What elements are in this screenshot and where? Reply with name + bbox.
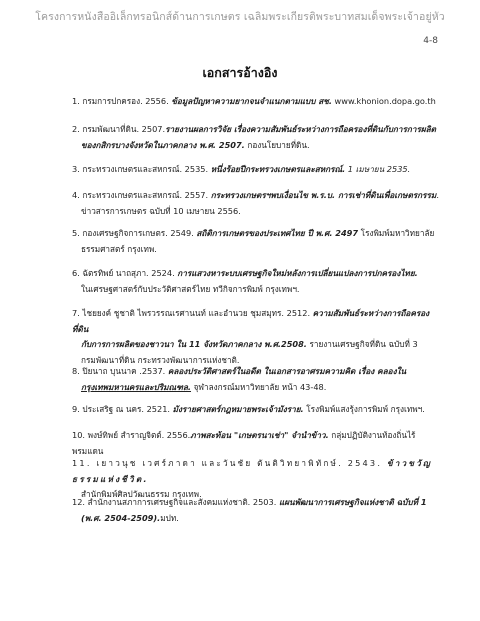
ref-source: กองนโยบายที่ดิน.	[244, 139, 310, 150]
reference-item	[72, 428, 442, 459]
page-title: เอกสารอ้างอิง	[202, 65, 278, 80]
ref-source: รายงานเศรษฐกิจที่ดิน ฉบับที่ 3	[306, 339, 418, 349]
ref-source: สำนักพิมพ์ศิลปวัฒนธรรม กรุงเทพ.	[81, 489, 202, 499]
page-number: 4-8	[423, 36, 438, 46]
ref-title: แผนพัฒนาการเศรษฐกิจแห่งชาติ ฉบับที่ 1	[278, 497, 427, 507]
ref-source: 1 เมษายน 2535.	[345, 164, 411, 174]
ref-title: (พ.ศ. 2504-2509).	[81, 512, 161, 523]
ref-source: มปท.	[160, 512, 179, 523]
ref-title: การแสวงหาระบบเศรษฐกิจใหม่หลังการเปลี่ยนแปลงการปกครองไทย.	[177, 268, 418, 278]
reference-item	[72, 402, 442, 418]
ref-title: คลองประวัติศาสตร์ในอดีต ในเอกสารอาศรมความคิด เรื่อง คลองใน	[167, 366, 407, 376]
ref-author: 5. กองเศรษฐกิจการเกษตร. 2549.	[72, 228, 197, 238]
ref-title: ข้าวขวัญธรรมแห่งชีวิต.	[72, 458, 433, 484]
reference-item	[72, 495, 442, 526]
ref-author: 1. กรมการปกครอง. 2556.	[72, 96, 172, 106]
reference-item	[72, 266, 442, 297]
ref-source: ในเศรษฐศาสตร์กับประวัติศาสตร์ไทย ทวีกิจการพิมพ์ กรุงเทพฯ.	[81, 283, 300, 294]
reference-item	[72, 94, 442, 110]
ref-author: 12. สำนักงานสภาการเศรษฐกิจและสังคมแห่งชาติ. 2503.	[72, 497, 279, 507]
ref-title: กระทรวงเกษตรฯพบเงื่อนไข พ.ร.บ. การเช่าที่ดินเพื่อเกษตรกรรม	[210, 190, 437, 200]
ref-source: กลุ่มปฏิบัติงานท้องถิ่นไร้พรมแดน	[72, 430, 416, 456]
ref-author: 11. เยาวนุช เวศร์ภาดา และวันชัย ตันติวิทยาพิทักษ์. 2543.	[72, 458, 387, 468]
reference-item	[72, 306, 442, 368]
ref-source: โรงพิมพ์มหาวิทยาลัย	[358, 228, 435, 238]
ref-author: 3. กระทรวงเกษตรและสหกรณ์. 2535.	[72, 164, 211, 174]
ref-author: 10. พงษ์ทิพย์ สำราญจิตต์. 2556.	[72, 430, 191, 440]
ref-title: ข้อมูลปัญหาความยากจนจำแนกตามแบบ สช.	[171, 96, 332, 106]
ref-title: หนึ่งร้อยปีกระทรวงเกษตรและสหกรณ์.	[210, 164, 346, 174]
ref-title: สถิติการเกษตรของประเทศไทย ปี พ.ศ. 2497	[196, 228, 359, 238]
ref-title: มังรายศาสตร์กฎหมายพระเจ้ามังราย.	[172, 404, 304, 414]
ref-author: 4. กระทรวงเกษตรและสหกรณ์. 2557.	[72, 190, 211, 200]
ref-title: ของกสิกรบางจังหวัดในภาคกลาง พ.ศ. 2507.	[81, 139, 245, 150]
ref-title: กับการการผลิตของชาวนา ใน 11 จังหวัดภาคกลาง พ.ศ.2508.	[81, 339, 307, 349]
ref-title: ภาพสะท้อน "เกษตรนาเช่า" จำนำข้าว.	[190, 430, 329, 440]
reference-item	[72, 226, 442, 257]
header-text: โครงการหนังสืออิเล็กทรอนิกส์ด้านการเกษตร เฉลิมพระเกียรติพระบาทสมเด็จพระเจ้าอยู่หัว	[35, 11, 445, 23]
ref-author: 7. ไชยยงค์ ชูชาติ ไพรวรรณเรศานนท์ และอำนวย ชุมสมุทร. 2512.	[72, 308, 313, 318]
ref-source: โรงพิมพ์แสงรุ้งการพิมพ์ กรุงเทพฯ.	[303, 404, 425, 414]
ref-source: ข่าวสารการเกษตร ฉบับที่ 10 เมษายน 2556.	[81, 205, 241, 216]
ref-source: ธรรมศาสตร์ กรุงเทพ.	[81, 243, 157, 254]
ref-source: .	[436, 190, 439, 200]
ref-author: 2. กรมพัฒนาที่ดิน. 2507.	[72, 124, 166, 134]
ref-author: 8. ปิยนาถ บุนนาค .2537.	[72, 366, 168, 376]
ref-title: กรุงเทพมหานครและปริมณฑล.	[81, 381, 192, 392]
ref-author: 9. ประเสริฐ ณ นคร. 2521.	[72, 404, 173, 414]
ref-title: ความสัมพันธ์ระหว่างการถือครองที่ดิน	[72, 308, 430, 334]
reference-item	[72, 122, 442, 153]
reference-item	[72, 364, 442, 395]
ref-source: กรมพัฒนาที่ดิน กระทรวงพัฒนาการแห่งชาติ.	[81, 354, 240, 365]
reference-item	[72, 162, 442, 178]
ref-author: 6. ฉัตรทิพย์ นาถสุภา. 2524.	[72, 268, 178, 278]
ref-source: www.khonion.dopa.go.th	[331, 96, 436, 106]
ref-title: รายงานผลการวิจัย เรื่องความสัมพันธ์ระหว่างการถือครองที่ดินกับการการผลิต	[165, 124, 436, 134]
ref-source: จุฬาลงกรณ์มหาวิทยาลัย หน้า 43-48.	[191, 381, 327, 392]
reference-item	[72, 188, 442, 219]
